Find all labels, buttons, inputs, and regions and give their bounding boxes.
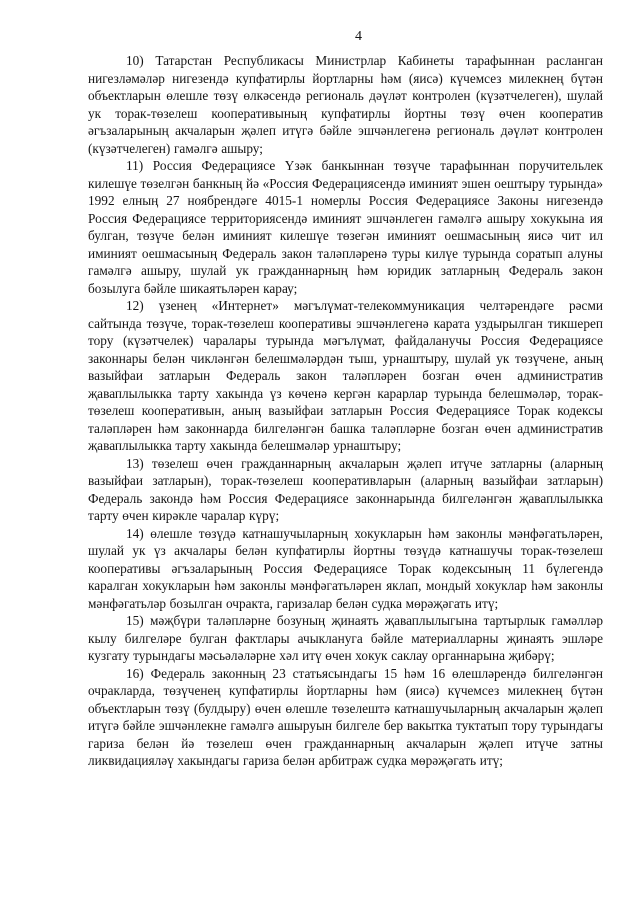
paragraph-14: 14) өлешле төзүдә катнашучыларның хокукларын һәм законлы мәнфәгатьләрен, шулай ук үз акчалары белән купфатирлы йортны төзүдә катнашучы торак-төзелеш кооперативы әгъзаларының Россия Федерациясе Торак кодексының 11 бүлегендә каралган хокукларын һәм законлы мәнфәгатьләрен яклап, мондый хокуклар һәм законлы мәнфәгатьләр бозылган очракта, гаризалар белән судка мөрәҗәгать итү; <box>88 525 603 611</box>
paragraph-16: 16) Федераль законның 23 статьясындагы 15 һәм 16 өлешләрендә билгеләнгән очракларда, төзүченең купфатирлы йортларны һәм (яисә) күчемсез милекнең бүтән объектларын төзү (булдыру) өчен өлешле төзелештә катнашучыларның акчаларын җәлеп итүгә бәйле эшчәнлекне гамәлгә ашыруын билгеле бер вакытка туктатып тору турындагы гариза белән йә төзелеш өчен гражданнарның акчаларын җәлеп итүче затны ликвидацияләү хакындагы гариза белән арбитраж судка мөрәҗәгать итү; <box>88 665 603 768</box>
paragraph-13: 13) төзелеш өчен гражданнарның акчаларын җәлеп итүче затларны (аларның вазыйфаи затларын), торак-төзелеш кооперативларын (аларның вазыйфаи затларын) Федераль закондә һәм Россия Федерациясе законнарында билгеләнгән җаваплылыкка тарту өчен кирәкле чаралар күрү; <box>88 455 603 523</box>
paragraph-11: 11) Россия Федерациясе Үзәк банкыннан төзүче тарафыннан поручительлек килешүе төзелгән банкның йә «Россия Федерациясендә иминият эшен оештыру турында» 1992 елның 27 ноябрендәге 4015-1 номерлы Россия Федерациясе Законы нигезендә Россия Федерациясе территориясендә иминият эшчәнлеген гамәлгә ашыру хокукына ия булган, төзүче белән иминият килешүе төзегән иминият оешмасының яисә чит ил иминият оешмасының Федераль закон таләпләренә туры килүе турында соратып алуны гамәлгә ашыру, шулай ук гражданнарның һәм юридик затларның Федераль закон бозылуга бәйле шикаятьләрен карау; <box>88 158 603 296</box>
document-page <box>88 28 603 770</box>
page-number: 4 <box>355 29 362 44</box>
paragraph-15: 15) мәҗбүри таләпләрне бозуның җинаять җаваплылыгына тартырлык гамәлләр кылу билгеләре булган фактлары ачыкланугa бәйле материалларны җинаять эшләре кузгату турындагы мәсьәләләрне хәл итү өчен хокук саклау органнарына җибәрү; <box>88 613 603 663</box>
paragraph-12: 12) үзенең «Интернет» мәгълүмат-телекоммуникация челтәрендәге рәсми сайтында төзүче, торак-төзелеш кооперативы эшчәнлегенә карата уздырылган тикшереп тору (күзәтчелек) чаралары турында мәгълүмат, файдаланучы Россия Федерациясе законнары белән чикләнгән белешмәләрдән тыш, урнаштыру, шулай ук төзүчене, аның вазыйфаи затларын Федераль закон таләпләрен бозган өчен административ җаваплылыкка тарту хакында үз көченә кергән карарлар турында белешмәләр, торак-төзелеш кооперативын, аның вазыйфаи затларын Россия Федерациясе Торак кодексы таләпләрен һәм законнарда билгеләнгән башка таләпләрне бозган өчен административ җаваплылыкка тарту хакында белешмәләр урнаштыру; <box>88 298 603 453</box>
paragraph-10: 10) Татарстан Республикасы Министрлар Кабинеты тарафыннан расланган нигезләмәләр нигезендә купфатирлы йортларны һәм (яисә) күчемсез милекнең бүтән объектларын өлешле төзү өлкәсендә региональ дәүләт контролен (күзәтчелеген), шулай ук торак-төзелеш кооперативының купфатирлы йортны төзү өчен кооператив әгъзаларының акчаларын җәлеп итүгә бәйле эшчәнлегенә региональ дәүләт контролен (күзәтчелеген) гамәлгә ашыру; <box>88 53 603 156</box>
